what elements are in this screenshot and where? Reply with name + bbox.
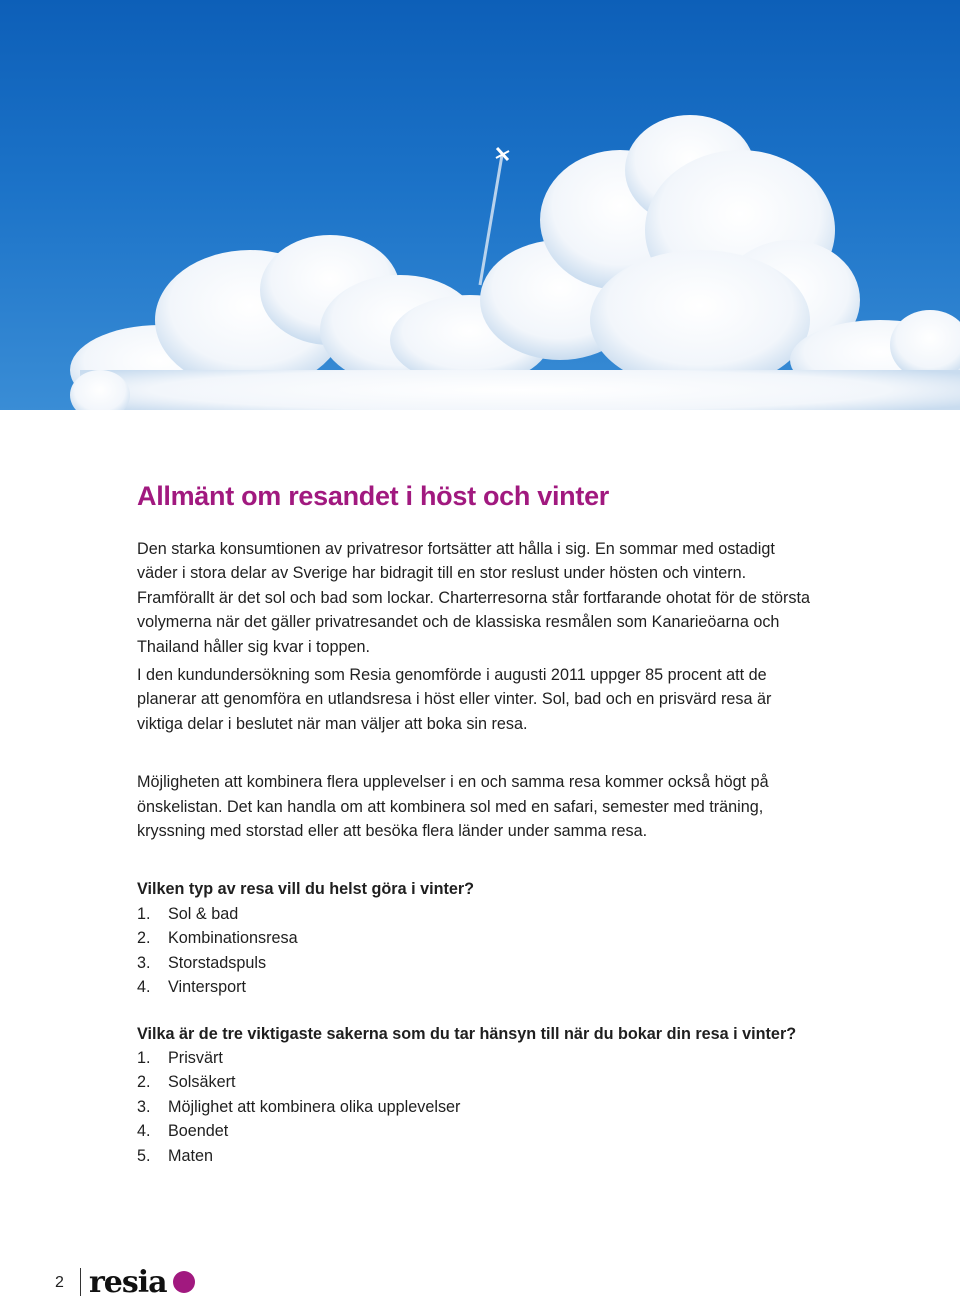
list-item [137,951,817,975]
list-text: Storstadspuls [168,953,267,972]
list-number: 2. [137,1073,151,1092]
list-number: 3. [137,953,151,972]
list-text: Kombinationsresa [168,929,298,948]
list-item [137,1070,817,1094]
clouds-illustration [0,0,960,420]
page-footer [55,1265,255,1300]
question-title-2: Vilka är de tre viktigaste sakerna som du tar hänsyn till när du bokar din resa i vinter? [137,1024,797,1043]
answer-list-1 [137,902,817,1000]
list-number: 4. [137,1122,151,1141]
list-number: 3. [137,1097,151,1116]
list-text: Möjlighet att kombinera olika upplevelser [168,1097,461,1116]
footer-divider [80,1268,81,1296]
hero-bottom-edge [0,410,960,420]
list-item [137,1095,817,1119]
list-number: 4. [137,978,151,997]
list-number: 2. [137,929,151,948]
list-item [137,902,817,926]
article [137,476,817,1168]
paragraph-survey: I den kundundersökning som Resia genomförde i augusti 2011 uppger 85 procent att de planerar att genomföra en utlandsresa i höst eller vinter. Sol, bad och en prisvärd resa är viktiga delar i beslutet när man väljer att boka sin resa. [137,666,772,733]
paragraph-intro: Den starka konsumtionen av privatresor fortsätter att hålla i sig. En sommar med ostadigt väder i stora delar av Sverige har bidragit till en stor reslust under hösten och vintern. Framförallt är det sol och bad som lockar. Charterresorna står fortfarande ohotat för de största volymerna när det gäller privatresandet och de klassiska resmålen som Kanarieöarna och Thailand håller sig kvar i toppen. [137,540,810,656]
list-item [137,975,817,999]
list-text: Sol & bad [168,904,239,923]
list-text: Vintersport [168,978,246,997]
list-number: 1. [137,1048,151,1067]
resia-logo: resia [89,1265,167,1300]
logo-dot-icon [173,1271,195,1293]
list-text: Boendet [168,1122,229,1141]
question-title-1: Vilken typ av resa vill du helst göra i vinter? [137,880,475,899]
list-number: 5. [137,1146,151,1165]
list-number: 1. [137,904,151,923]
list-text: Solsäkert [168,1073,236,1092]
list-item [137,1046,817,1070]
cloud-bank [70,115,960,420]
answer-list-2 [137,1046,817,1168]
list-item [137,1119,817,1143]
hero-sky-image [0,0,960,420]
list-item [137,926,817,950]
list-text: Maten [168,1146,213,1165]
page-number: 2 [55,1274,64,1291]
list-item [137,1144,817,1168]
article-title: Allmänt om resandet i höst och vinter [137,481,609,511]
list-text: Prisvärt [168,1048,223,1067]
paragraph-combination: Möjligheten att kombinera flera upplevelser i en och samma resa kommer också högt på önskelistan. Det kan handla om att kombinera sol med en safari, semester med träning, kryssning med storstad eller att besöka flera länder under samma resa. [137,773,769,841]
